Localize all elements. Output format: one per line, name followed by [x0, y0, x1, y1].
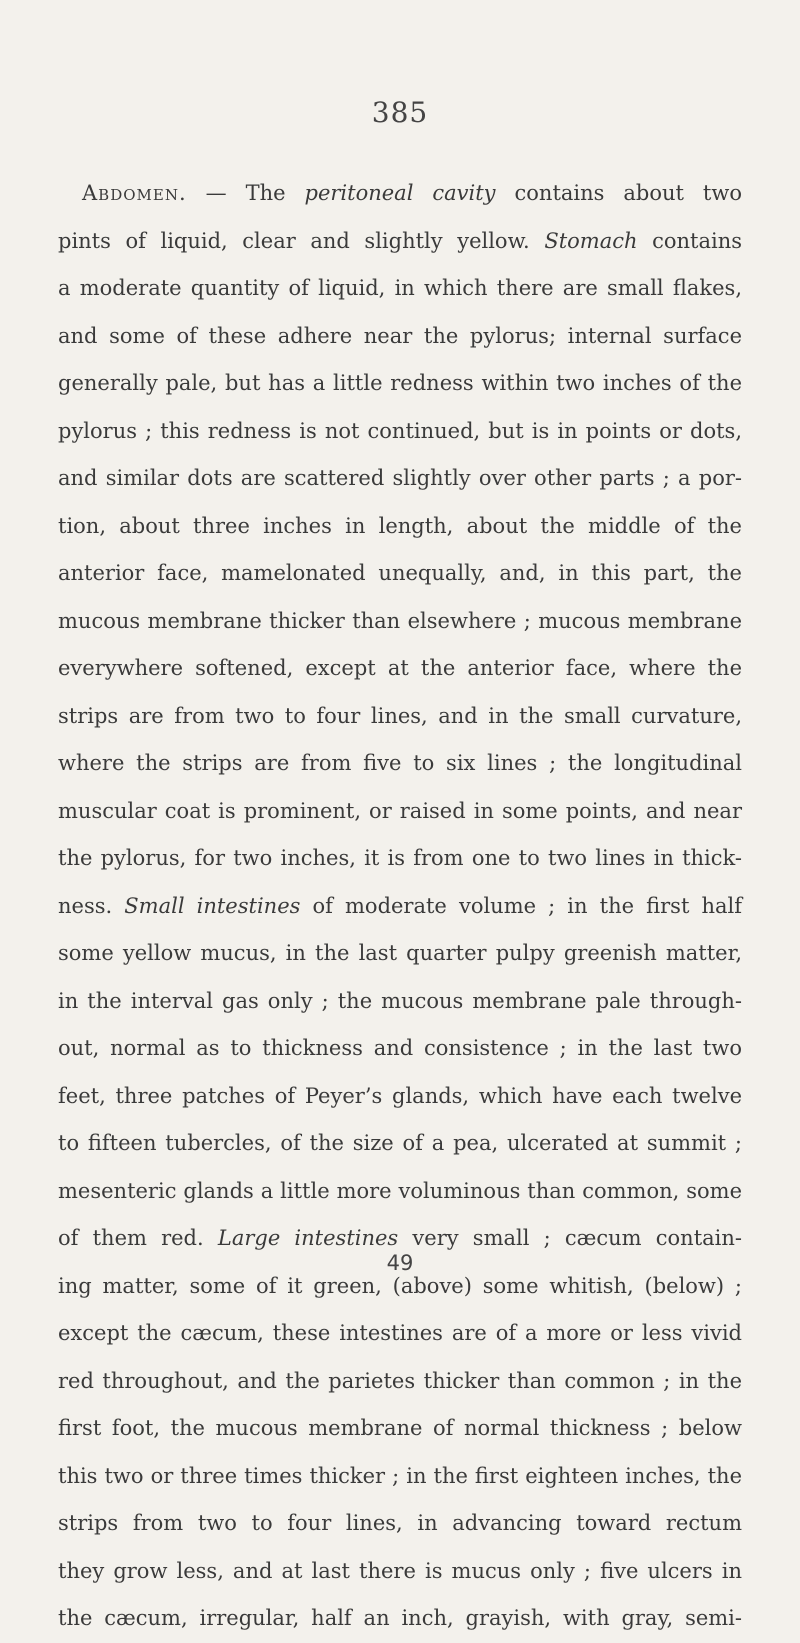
text-line: [58, 1120, 742, 1168]
text-line: [58, 835, 742, 883]
text-line: [58, 1073, 742, 1121]
text-line: [58, 170, 742, 218]
text-segment: strips from two to four lines, in advancing toward rectum: [58, 1511, 742, 1535]
italic-term: Small intestines: [124, 893, 301, 918]
section-heading: Abdomen.: [82, 181, 187, 205]
text-segment: feet, three patches of Peyer’s glands, which have each twelve: [58, 1083, 742, 1108]
text-segment: first foot, the mucous membrane of normal thickness ; below: [58, 1416, 742, 1440]
text-line: [58, 693, 742, 741]
text-segment: in the interval gas only ; the mucous membrane pale through-: [58, 988, 742, 1013]
text-line: [58, 503, 742, 551]
text-segment: the cæcum, irregular, half an inch, grayish, with gray, semi-: [58, 1606, 742, 1630]
text-line: [58, 930, 742, 978]
text-line: [58, 1548, 742, 1596]
text-segment: everywhere softened, except at the anterior face, where the: [58, 656, 742, 680]
text-segment: very small ; cæcum contain-: [398, 1226, 742, 1250]
text-line: [58, 1595, 742, 1643]
text-line: [58, 360, 742, 408]
text-line: [58, 1168, 742, 1216]
text-segment: mesenteric glands a little more voluminous than common, some: [58, 1178, 742, 1203]
text-segment: except the cæcum, these intestines are of a more or less vivid: [58, 1321, 742, 1345]
text-segment: where the strips are from five to six lines ; the longitudinal: [58, 751, 742, 775]
signature-mark: 49: [386, 1251, 414, 1275]
text-line: [58, 455, 742, 503]
text-segment: anterior face, mamelonated unequally, and, in this part, the: [58, 561, 742, 585]
text-line: [58, 1358, 742, 1406]
text-segment: red throughout, and the parietes thicker than common ; in the: [58, 1368, 742, 1393]
page-number: 385: [371, 96, 429, 129]
text-segment: contains about two: [495, 181, 742, 205]
text-segment: tion, about three inches in length, about the middle of the: [58, 513, 742, 538]
italic-term: peritoneal cavity: [304, 181, 496, 205]
text-segment: The: [245, 181, 305, 205]
text-line: [58, 1025, 742, 1073]
text-line: [58, 313, 742, 361]
text-segment: pylorus ; this redness is not continued, but is in points or dots,: [58, 418, 742, 443]
heading-dash: —: [186, 181, 246, 205]
text-line: [58, 978, 742, 1026]
text-line: [58, 645, 742, 693]
text-segment: the pylorus, for two inches, it is from one to two lines in thick-: [58, 846, 742, 870]
text-line: [58, 1500, 742, 1548]
text-line: [58, 218, 742, 266]
text-segment: to fifteen tubercles, of the size of a pea, ulcerated at summit ;: [58, 1131, 742, 1155]
text-segment: ness.: [58, 893, 125, 918]
text-line: [58, 740, 742, 788]
text-segment: and similar dots are scattered slightly over other parts ; a por-: [58, 466, 742, 490]
text-segment: and some of these adhere near the pylorus; internal surface: [58, 323, 742, 348]
text-line: [58, 1453, 742, 1501]
text-segment: pints of liquid, clear and slightly yellow.: [58, 228, 545, 253]
text-segment: ing matter, some of it green, (above) some whitish, (below) ;: [58, 1273, 742, 1298]
text-line: [58, 883, 742, 931]
text-segment: generally pale, but has a little redness within two inches of the: [58, 371, 742, 395]
text-line: [58, 598, 742, 646]
text-segment: contains: [637, 228, 742, 253]
text-line: [58, 265, 742, 313]
text-line: [58, 788, 742, 836]
italic-term: Stomach: [544, 228, 638, 253]
italic-term: Large intestines: [217, 1226, 399, 1250]
text-segment: this two or three times thicker ; in the first eighteen inches, the: [58, 1463, 742, 1488]
text-line: [58, 408, 742, 456]
text-segment: of them red.: [58, 1226, 218, 1250]
text-segment: of moderate volume ; in the first half: [300, 893, 743, 918]
text-line: [58, 1405, 742, 1453]
text-segment: out, normal as to thickness and consistence ; in the last two: [58, 1036, 742, 1060]
text-segment: strips are from two to four lines, and in the small curvature,: [58, 703, 742, 728]
text-segment: they grow less, and at last there is mucus only ; five ulcers in: [58, 1558, 742, 1583]
text-segment: mucous membrane thicker than elsewhere ; mucous membrane: [58, 608, 742, 633]
text-line: [58, 550, 742, 598]
body-text: [58, 170, 742, 1643]
text-segment: muscular coat is prominent, or raised in some points, and near: [58, 798, 742, 823]
text-segment: a moderate quantity of liquid, in which there are small flakes,: [58, 276, 742, 300]
text-line: [58, 1310, 742, 1358]
text-segment: some yellow mucus, in the last quarter pulpy greenish matter,: [58, 941, 742, 965]
